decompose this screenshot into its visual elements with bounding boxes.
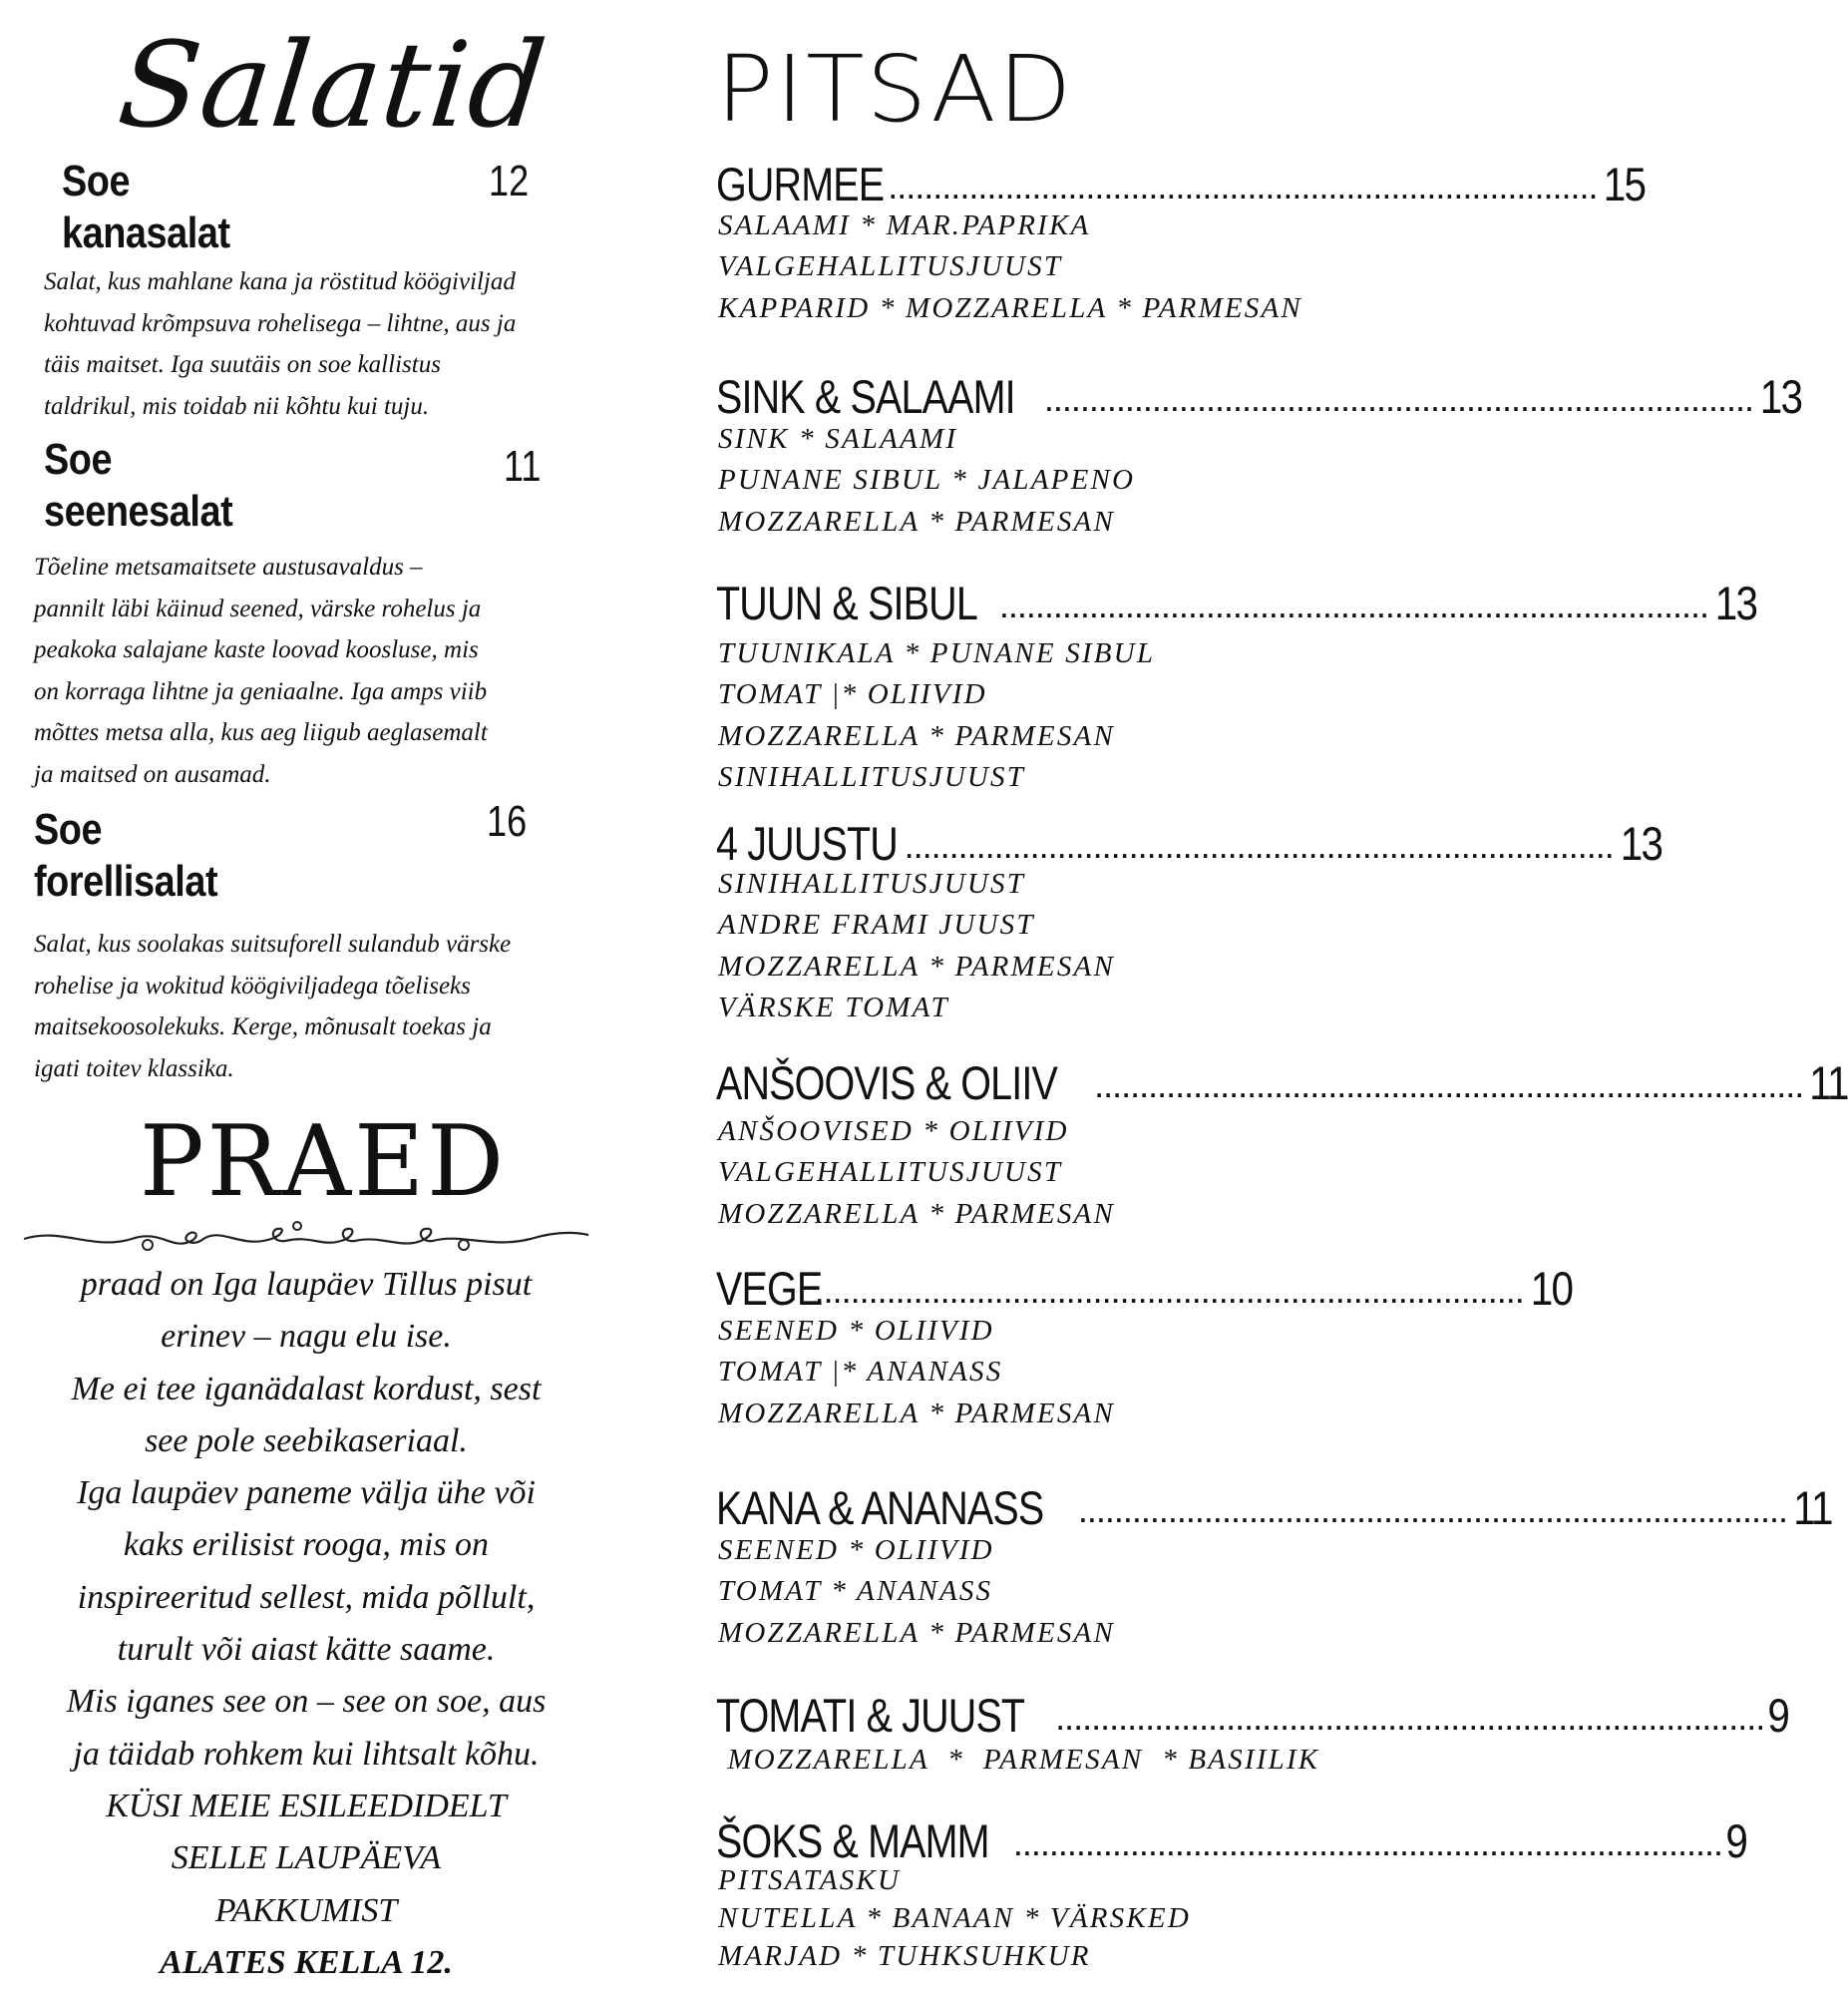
- pizza-price: 15: [1604, 158, 1646, 210]
- pizza-heading: [716, 576, 1757, 631]
- pizza-name: 4 JUUSTU: [716, 817, 898, 870]
- pizza-price: 10: [1530, 1262, 1573, 1315]
- pizza-price: 11: [1809, 1056, 1848, 1109]
- leader-dots: ...............................................................................: [904, 825, 1614, 866]
- leader-dots: ...............................................................................: [1012, 1822, 1723, 1863]
- salad-price: 16: [487, 797, 528, 846]
- leader-dots: ...............................................................................: [1077, 1489, 1788, 1530]
- leader-dots: ...............................................................................: [1055, 1697, 1765, 1738]
- pizza-heading: [716, 1688, 1789, 1744]
- salad-name: Soe seenesalat: [44, 435, 233, 536]
- pizza-name: KANA & ANANASS: [716, 1481, 1044, 1534]
- salad-price: 12: [489, 157, 530, 205]
- leader-dots: ...............................................................................: [1094, 1064, 1804, 1105]
- salads-title: Salatid: [112, 16, 554, 154]
- pizza-ingredients: SALAAMI * MAR.PAPRIKA VALGEHALLITUSJUUST KAPPARID * MOZZARELLA * PARMESAN: [718, 209, 1302, 324]
- pizza-ingredients: SEENED * OLIIVID TOMAT * ANANASS MOZZARELLA * PARMESAN: [718, 1534, 1115, 1649]
- pizza-name: ANŠOOVIS & OLIIV: [716, 1056, 1057, 1109]
- praed-time: ALATES KELLA 12.: [160, 1943, 453, 1981]
- praed-callout: SELLE LAUPÄEVA: [171, 1839, 442, 1877]
- pizza-heading: [716, 1261, 1573, 1317]
- pizza-ingredients: SEENED * OLIIVID TOMAT |* ANANASS MOZZARELLA * PARMESAN: [718, 1315, 1115, 1429]
- pizza-price: 13: [1714, 577, 1757, 629]
- pizza-name: SINK & SALAAMI: [716, 370, 1015, 423]
- pizza-price: 13: [1620, 817, 1663, 870]
- pizza-ingredients: ANŠOOVISED * OLIIVID VALGEHALLITUSJUUST MOZZARELLA * PARMESAN: [718, 1115, 1115, 1230]
- pizza-heading: [716, 157, 1646, 212]
- salad-description: Salat, kus mahlane kana ja röstitud köögiviljad kohtuvad krõmpsuva rohelisega – lihtne, aus ja täis maitset. Iga suutäis on soe kallistus taldrikul, mis toidab nii kõhtu kui tuju.: [44, 268, 517, 420]
- pizza-ingredients: SINK * SALAAMI PUNANE SIBUL * JALAPENO MOZZARELLA * PARMESAN: [718, 423, 1136, 538]
- pizza-name: TUUN & SIBUL: [716, 577, 977, 629]
- praed-callout: PAKKUMIST: [214, 1891, 398, 1929]
- pizza-price: 11: [1793, 1481, 1832, 1534]
- leader-dots: ...............................................................................: [814, 1270, 1524, 1311]
- pizza-price: 9: [1767, 1689, 1789, 1742]
- leader-dots: ...............................................................................: [998, 585, 1708, 625]
- pizzas-title: PITSAD: [716, 36, 1074, 143]
- salad-name: Soe forellisalat: [34, 805, 218, 906]
- pizza-name: TOMATI & JUUST: [716, 1689, 1025, 1742]
- praed-callout: KÜSI MEIE ESILEEDIDELT: [106, 1787, 507, 1824]
- salad-description: Salat, kus soolakas suitsuforell sulandub värske rohelise ja wokitud köögiviljadega tõeliseks maitsekoosolekuks. Kerge, mõnusalt toekas ja igati toitev klassika.: [34, 931, 512, 1082]
- salad-name: Soe kanasalat: [62, 157, 230, 257]
- pizza-price: 13: [1759, 370, 1802, 423]
- leader-dots: ...............................................................................: [888, 166, 1598, 206]
- flourish-divider-icon: [22, 1217, 590, 1255]
- pizza-heading: [716, 1480, 1832, 1536]
- pizza-ingredients: PITSATASKU NUTELLA * BANAAN * VÄRSKED MARJAD * TUHKSUHKUR: [718, 1864, 1191, 1972]
- pizza-name: ŠOKS & MAMM: [716, 1814, 989, 1867]
- pizza-name: GURMEE: [716, 158, 885, 210]
- pizza-ingredients: SINIHALLITUSJUUST ANDRE FRAMI JUUST MOZZARELLA * PARMESAN VÄRSKE TOMAT: [718, 868, 1115, 1023]
- praed-description: praad on Iga laupäev Tillus pisut erinev – nagu elu ise. Me ei tee iganädalast kordust, sest see pole seebikaseriaal. Iga laupäev paneme välja ühe või kaks erilisist rooga, mis on inspireeritud sellest, mida põllult, turult või aiast kätte saame. Mis iganes see on – see on soe, aus ja täidab rohkem kui lihtsalt kõhu. KÜSI MEIE ESILEEDIDELT SELLE LAUPÄEVA PAKKUMIST ALATES KELLA 12.: [10, 1259, 602, 1989]
- pizza-heading: [716, 1055, 1848, 1111]
- salad-price: 11: [504, 442, 542, 491]
- salad-description: Tõeline metsamaitsete austusavaldus – pannilt läbi käinud seened, värske rohelus ja peakoka salajane kaste loovad koosluse, mis on korraga lihtne ja geniaalne. Iga amps viib mõttes metsa alla, kus aeg liigub aeglasemalt ja maitsed on ausamad.: [34, 554, 488, 788]
- pizza-name: VEGE: [716, 1262, 823, 1315]
- praed-title: PRAED: [140, 1105, 508, 1219]
- leader-dots: ...............................................................................: [1043, 378, 1754, 419]
- pizza-ingredients: TUUNIKALA * PUNANE SIBUL TOMAT |* OLIIVID MOZZARELLA * PARMESAN SINIHALLITUSJUUST: [718, 637, 1156, 793]
- pizza-price: 9: [1725, 1814, 1747, 1867]
- pizza-ingredients: MOZZARELLA * PARMESAN * BASIILIK: [718, 1744, 1320, 1776]
- pizza-heading: [716, 369, 1802, 425]
